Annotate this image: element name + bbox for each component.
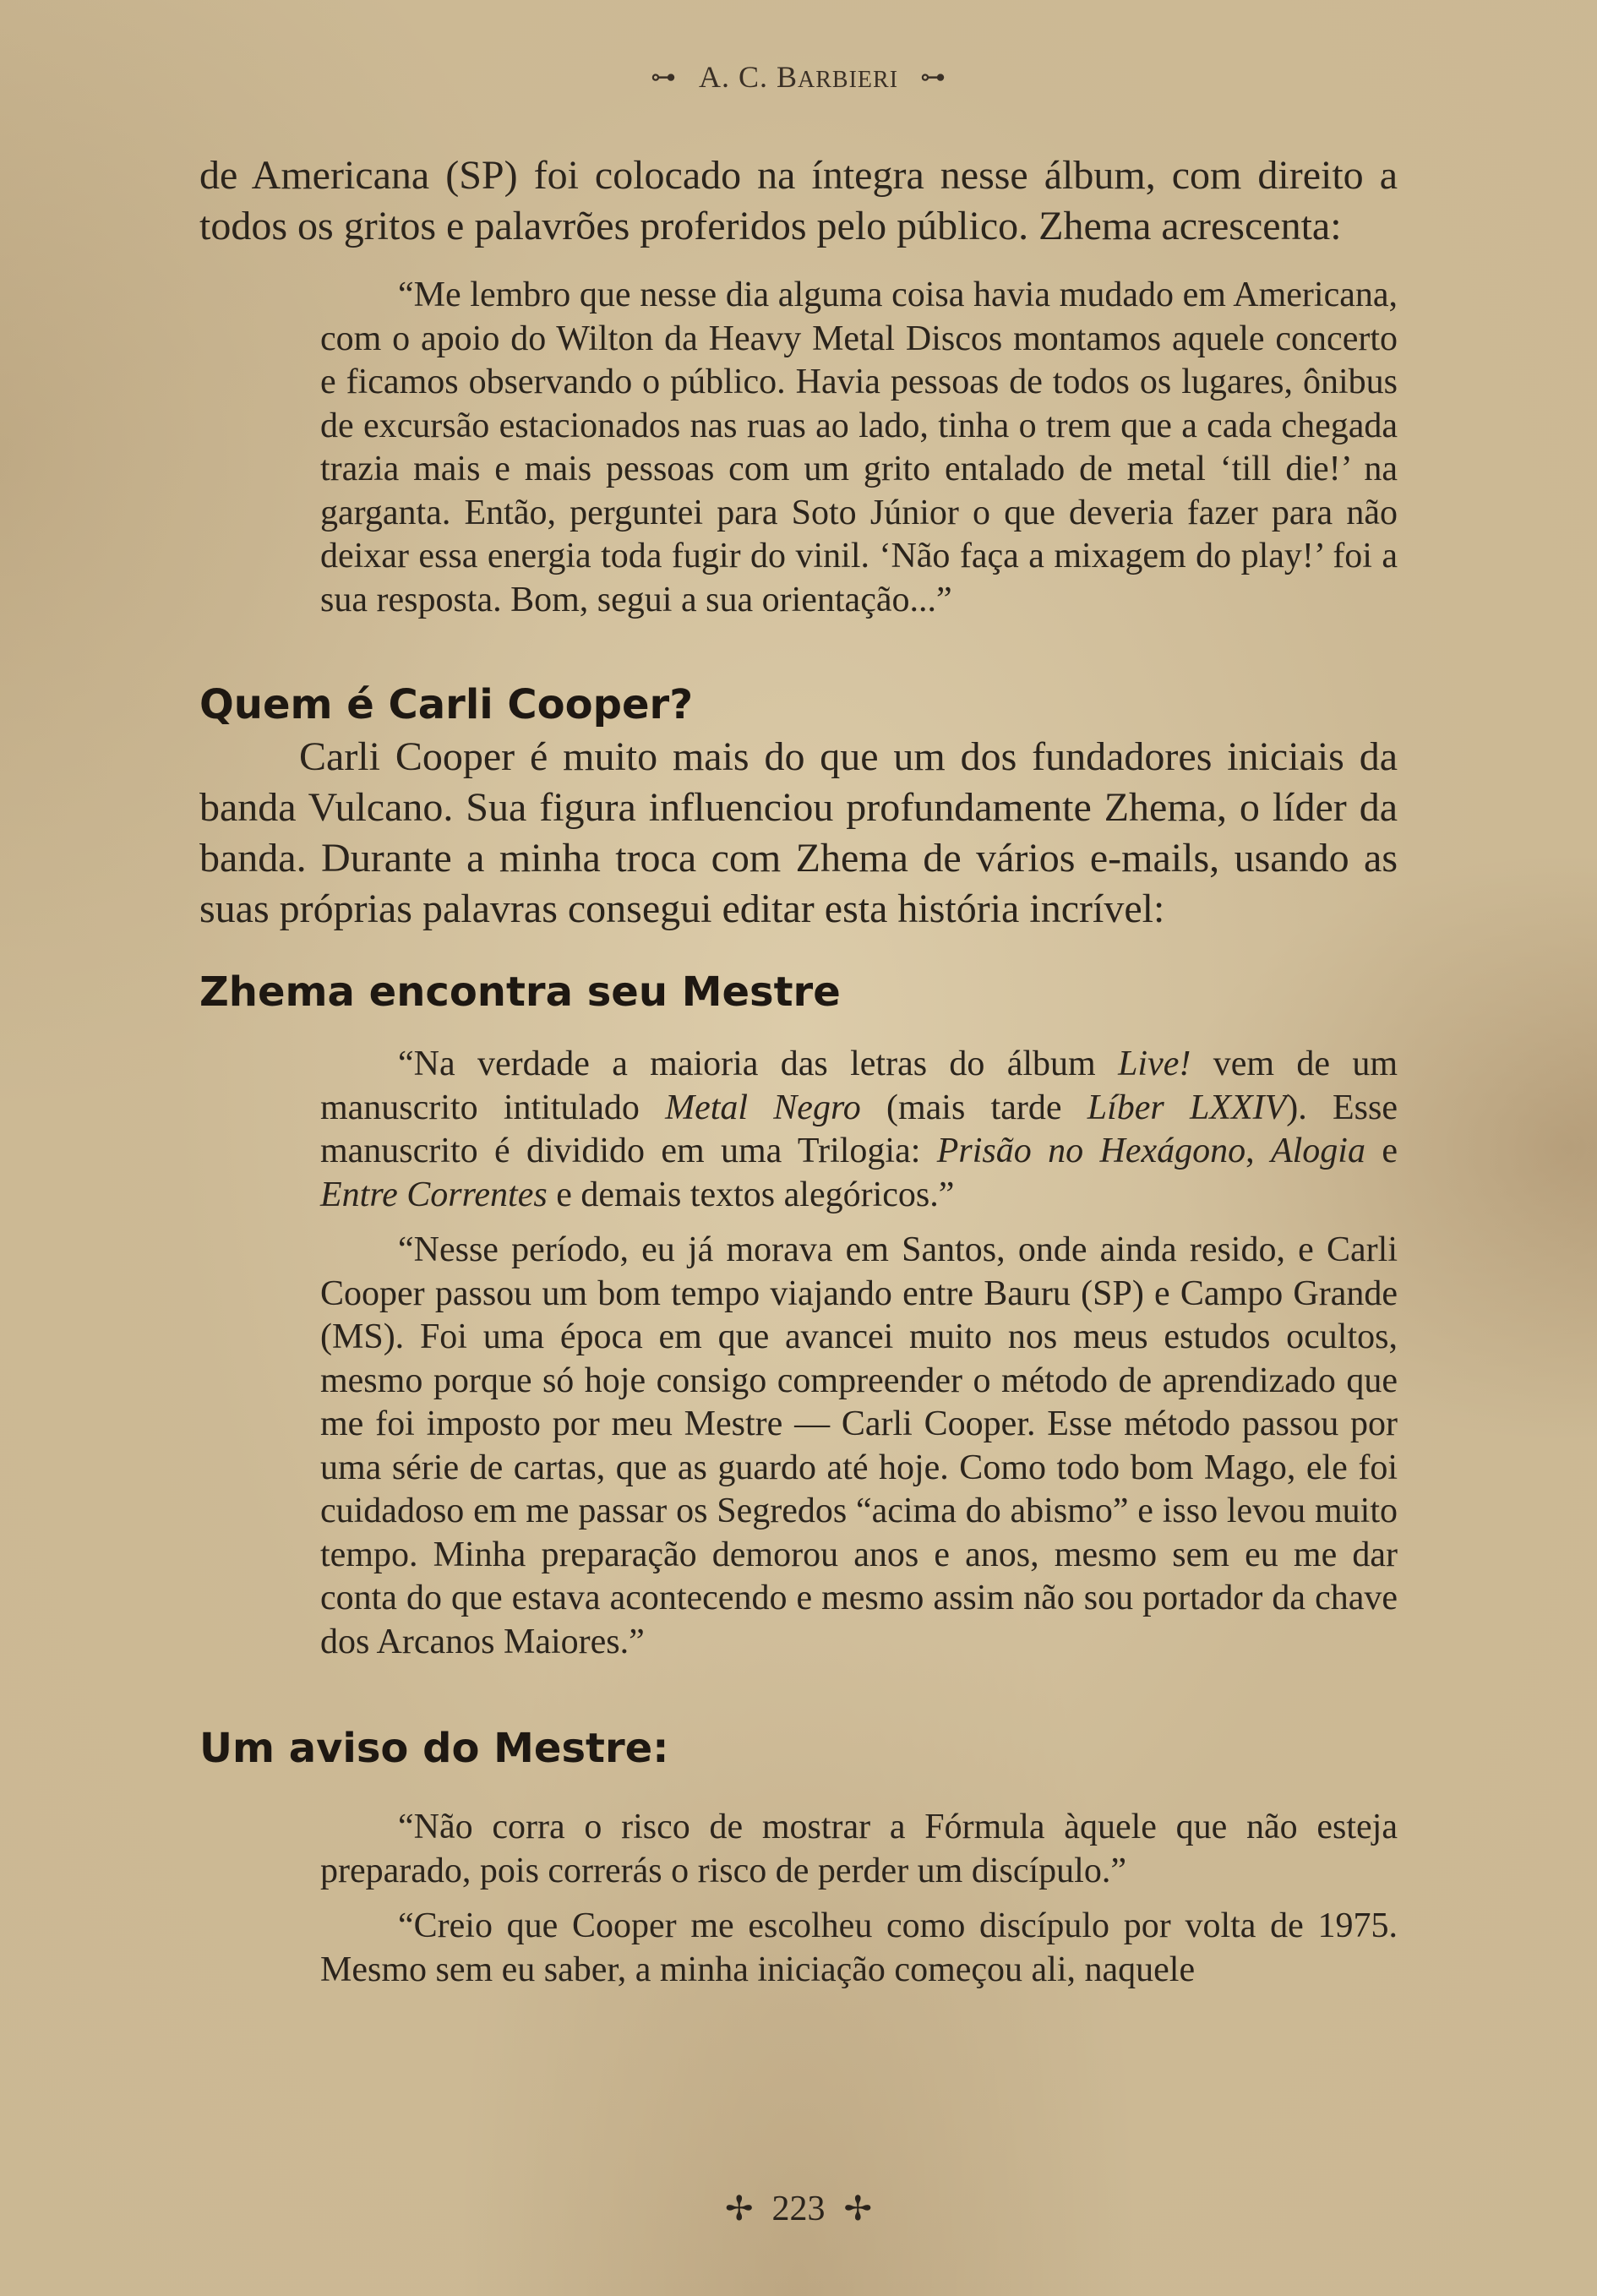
cross-ornament-icon: ✢ [843, 2190, 873, 2228]
block-quote: “Nesse período, eu já morava em Santos, onde ainda resido, e Carli Cooper passou um bom tempo viajando entre Bauru (SP) e Campo Grande (MS). Foi uma época em que avancei muito nos meus estudos ocultos, mesmo porque só hoje consigo compreender o método de aprendizado que me foi imposto por meu Mestre — Carli Cooper. Esse método passou por uma série de cartas, que as guardo até hoje. Como todo bom Mago, ele foi cuidadoso em me passar os Segredos “acima do abismo” e isso levou muito tempo. Minha preparação demorou anos e anos, mesmo sem eu me dar conta do que estava acontecendo e mesmo assim não sou portador da chave dos Arcanos Maiores.” [320, 1230, 1398, 1661]
key-ornament-icon: ⊶ [920, 63, 947, 92]
paragraph: Carli Cooper é muito mais do que um dos fundadores iniciais da banda Vulcano. Sua figura influenciou profundamente Zhema, o líder da banda. Durante a minha troca com Zhema de vários e-mails, usando as suas próprias palavras consegui editar esta história incrível: [199, 734, 1398, 931]
manuscript-title: Líber LXXIV [1087, 1088, 1287, 1127]
block-quote: “Na verdade a maioria das letras do álbum Live! vem de um manuscrito intitulado Metal Negro (mais tarde Líber LXXIV). Esse manuscrito é dividido em uma Trilogia: Prisão no Hexágono, Alogia e Entre Correntes e demais textos alegóricos.” [320, 1044, 1398, 1214]
page-number: 223 [771, 2190, 826, 2228]
section-heading: Um aviso do Mestre: [199, 1725, 669, 1772]
section-heading: Zhema encontra seu Mestre [199, 968, 841, 1016]
manuscript-title: Metal Negro [665, 1088, 861, 1127]
key-ornament-icon: ⊶ [650, 63, 677, 92]
block-quote: “Creio que Cooper me escolheu como discípulo por volta de 1975. Mesmo sem eu saber, a minha iniciação começou ali, naquele [320, 1906, 1398, 1989]
page-body [199, 150, 1398, 1992]
block-quote: “Me lembro que nesse dia alguma coisa havia mudado em Americana, com o apoio do Wilton da Heavy Metal Discos montamos aquele concerto e ficamos observando o público. Havia pessoas de todos os lugares, ônibus de excursão estacionados nas ruas ao lado, tinha o trem que a cada chegada trazia mais e mais pessoas com um grito entalado de metal ‘till die!’ na garganta. Então, perguntei para Soto Júnior o que deveria fazer para não deixar essa energia toda fugir do vinil. ‘Não faça a mixagem do play!’ foi a sua resposta. Bom, segui a sua orientação...” [320, 275, 1398, 619]
album-title: Live! [1118, 1044, 1191, 1083]
trilogy-title: Alogia [1270, 1132, 1365, 1170]
cross-ornament-icon: ✢ [724, 2190, 754, 2228]
paragraph: de Americana (SP) foi colocado na íntegra nesse álbum, com direito a todos os gritos e palavrões proferidos pelo público. Zhema acrescenta: [199, 153, 1398, 248]
section-heading: Quem é Carli Cooper? [199, 681, 694, 728]
page-footer [0, 2189, 1597, 2229]
trilogy-title: Prisão no Hexágono [936, 1132, 1246, 1170]
author-surname-smallcaps: ARBIERI [798, 67, 899, 93]
trilogy-title: Entre Correntes [320, 1175, 548, 1214]
author-initials: A. C. B [698, 60, 798, 94]
running-head [0, 59, 1597, 95]
block-quote: “Não corra o risco de mostrar a Fórmula àquele que não esteja preparado, pois correrás o risco de perder um discípulo.” [320, 1808, 1398, 1890]
